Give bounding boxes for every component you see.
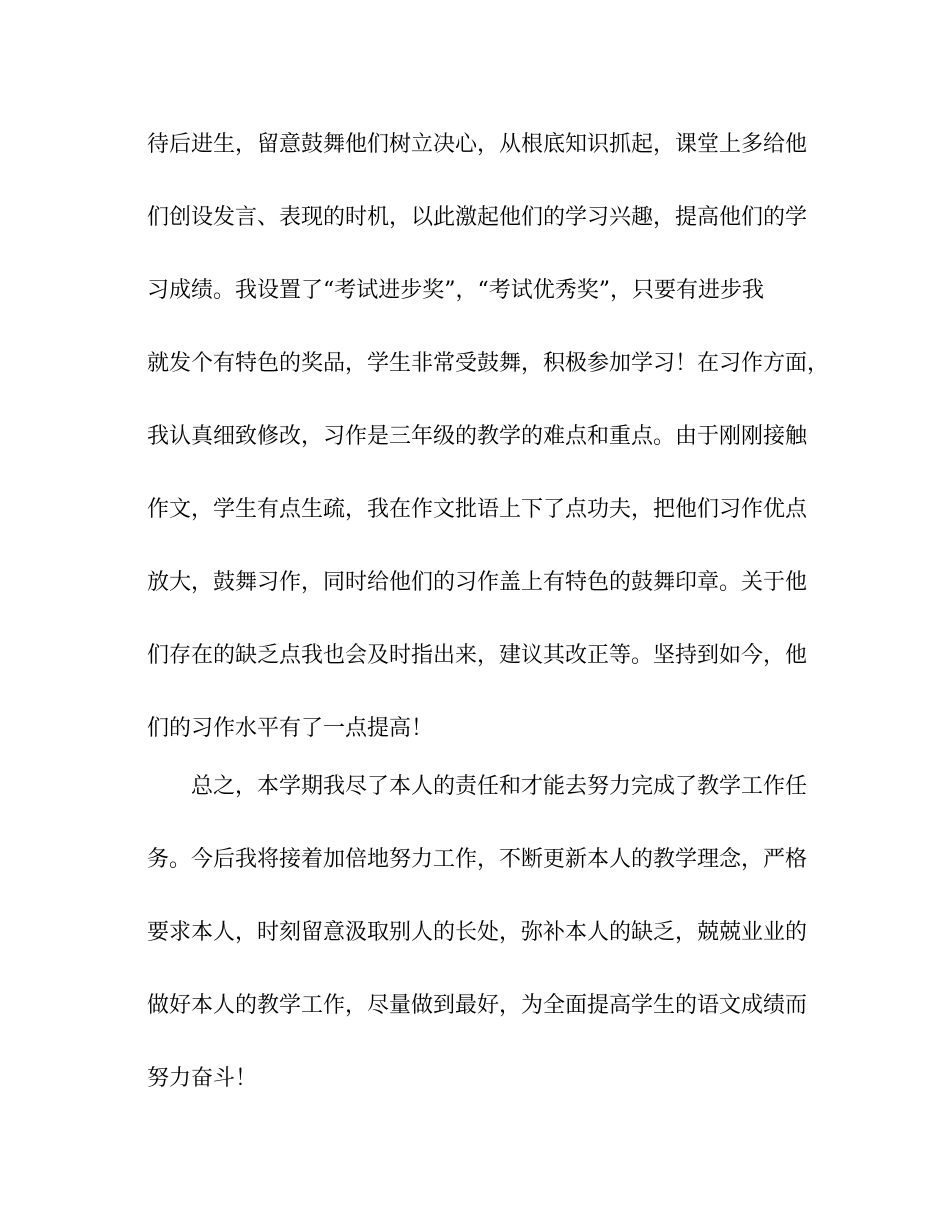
text-line: 总之，本学期我尽了本人的责任和才能去努力完成了教学工作任 [191, 774, 808, 799]
text-line: 们创设发言、表现的时机，以此激起他们的学习兴趣，提高他们的学 [147, 205, 808, 230]
text-line: 们存在的缺乏点我也会及时指出来，建议其改正等。坚持到如今，他 [147, 643, 808, 668]
text-line: 们的习作水平有了一点提高！ [147, 716, 434, 741]
text-line: 做好本人的教学工作，尽量做到最好，为全面提高学生的语文成绩而 [147, 993, 808, 1018]
text-line: 放大，鼓舞习作，同时给他们的习作盖上有特色的鼓舞印章。关于他 [147, 570, 808, 595]
text-line: 我认真细致修改，习作是三年级的教学的难点和重点。由于刚刚接触 [147, 424, 808, 449]
text-line: 就发个有特色的奖品，学生非常受鼓舞，积极参加学习！在习作方面， [147, 351, 830, 376]
paragraph-2 [147, 769, 817, 1134]
text-line: 待后进生，留意鼓舞他们树立决心，从根底知识抓起，课堂上多给他 [147, 132, 808, 157]
paragraph-1 [147, 127, 830, 784]
text-line: 要求本人，时刻留意汲取别人的长处，弥补本人的缺乏，兢兢业业的 [147, 920, 808, 945]
text-line: 务。今后我将接着加倍地努力工作，不断更新本人的教学理念，严格 [147, 847, 808, 872]
text-line: 作文，学生有点生疏，我在作文批语上下了点功夫，把他们习作优点 [147, 497, 808, 522]
text-line: 努力奋斗！ [147, 1066, 258, 1091]
text-line: 习成绩。我设置了“考试进步奖”，“考试优秀奖”，只要有进步我 [147, 278, 764, 303]
